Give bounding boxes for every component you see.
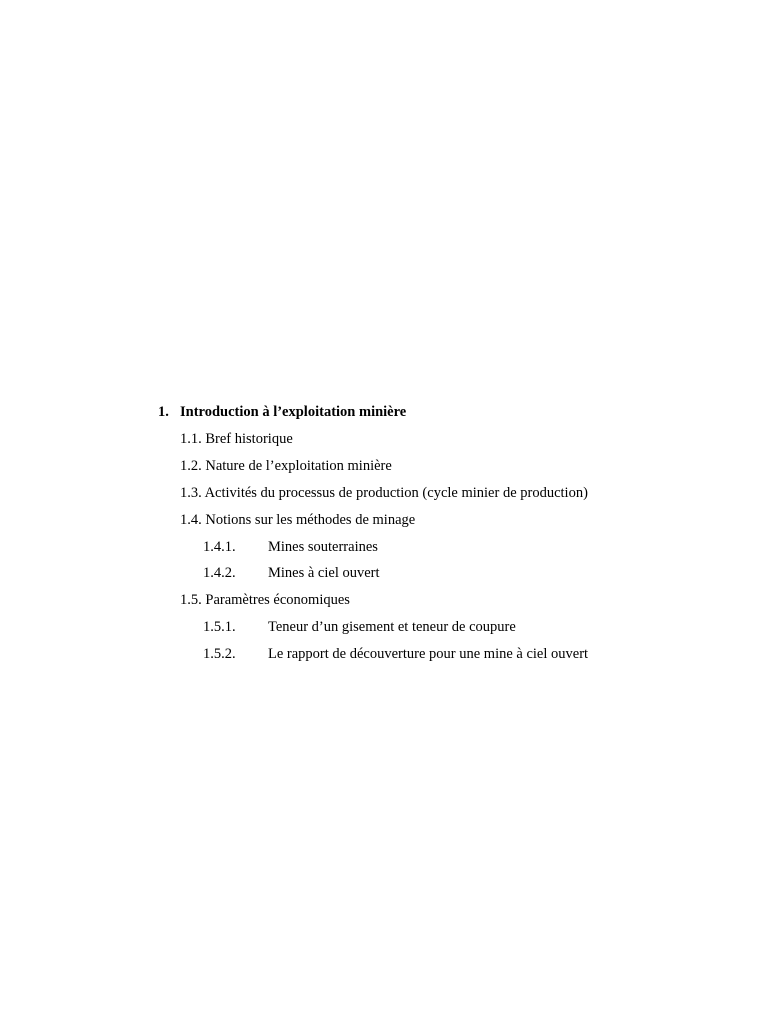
toc-entry-number: 1.4.2.	[203, 565, 236, 581]
toc-entry-1-4: 1.4. Notions sur les méthodes de minage	[180, 512, 416, 528]
toc-entry-number: 1.5.2.	[203, 646, 236, 662]
toc-entry-1-2: 1.2. Nature de l’exploitation minière	[180, 458, 392, 474]
chapter-heading	[158, 405, 406, 420]
toc-entry-1-4-1	[203, 540, 378, 555]
toc-entry-title: Teneur d’un gisement et teneur de coupure	[268, 619, 516, 635]
toc-entry-number: 1.5.1.	[203, 619, 236, 635]
toc-entry-1-3: 1.3. Activités du processus de production (cycle minier de production)	[180, 485, 588, 501]
toc-entry-title: Mines souterraines	[268, 539, 378, 555]
toc-entry-number: 1.4.1.	[203, 539, 236, 555]
toc-entry-1-5-2	[203, 647, 588, 662]
toc-entry-1-5: 1.5. Paramètres économiques	[180, 592, 350, 608]
toc-entry-title: Mines à ciel ouvert	[268, 565, 380, 581]
chapter-number: 1.	[158, 404, 169, 420]
toc-entry-1-5-1	[203, 620, 516, 635]
toc-entry-title: Le rapport de découverture pour une mine à ciel ouvert	[268, 646, 589, 662]
toc-entry-1-1: 1.1. Bref historique	[180, 431, 293, 447]
chapter-title: Introduction à l’exploitation minière	[180, 404, 407, 420]
toc-entry-1-4-2	[203, 566, 380, 581]
